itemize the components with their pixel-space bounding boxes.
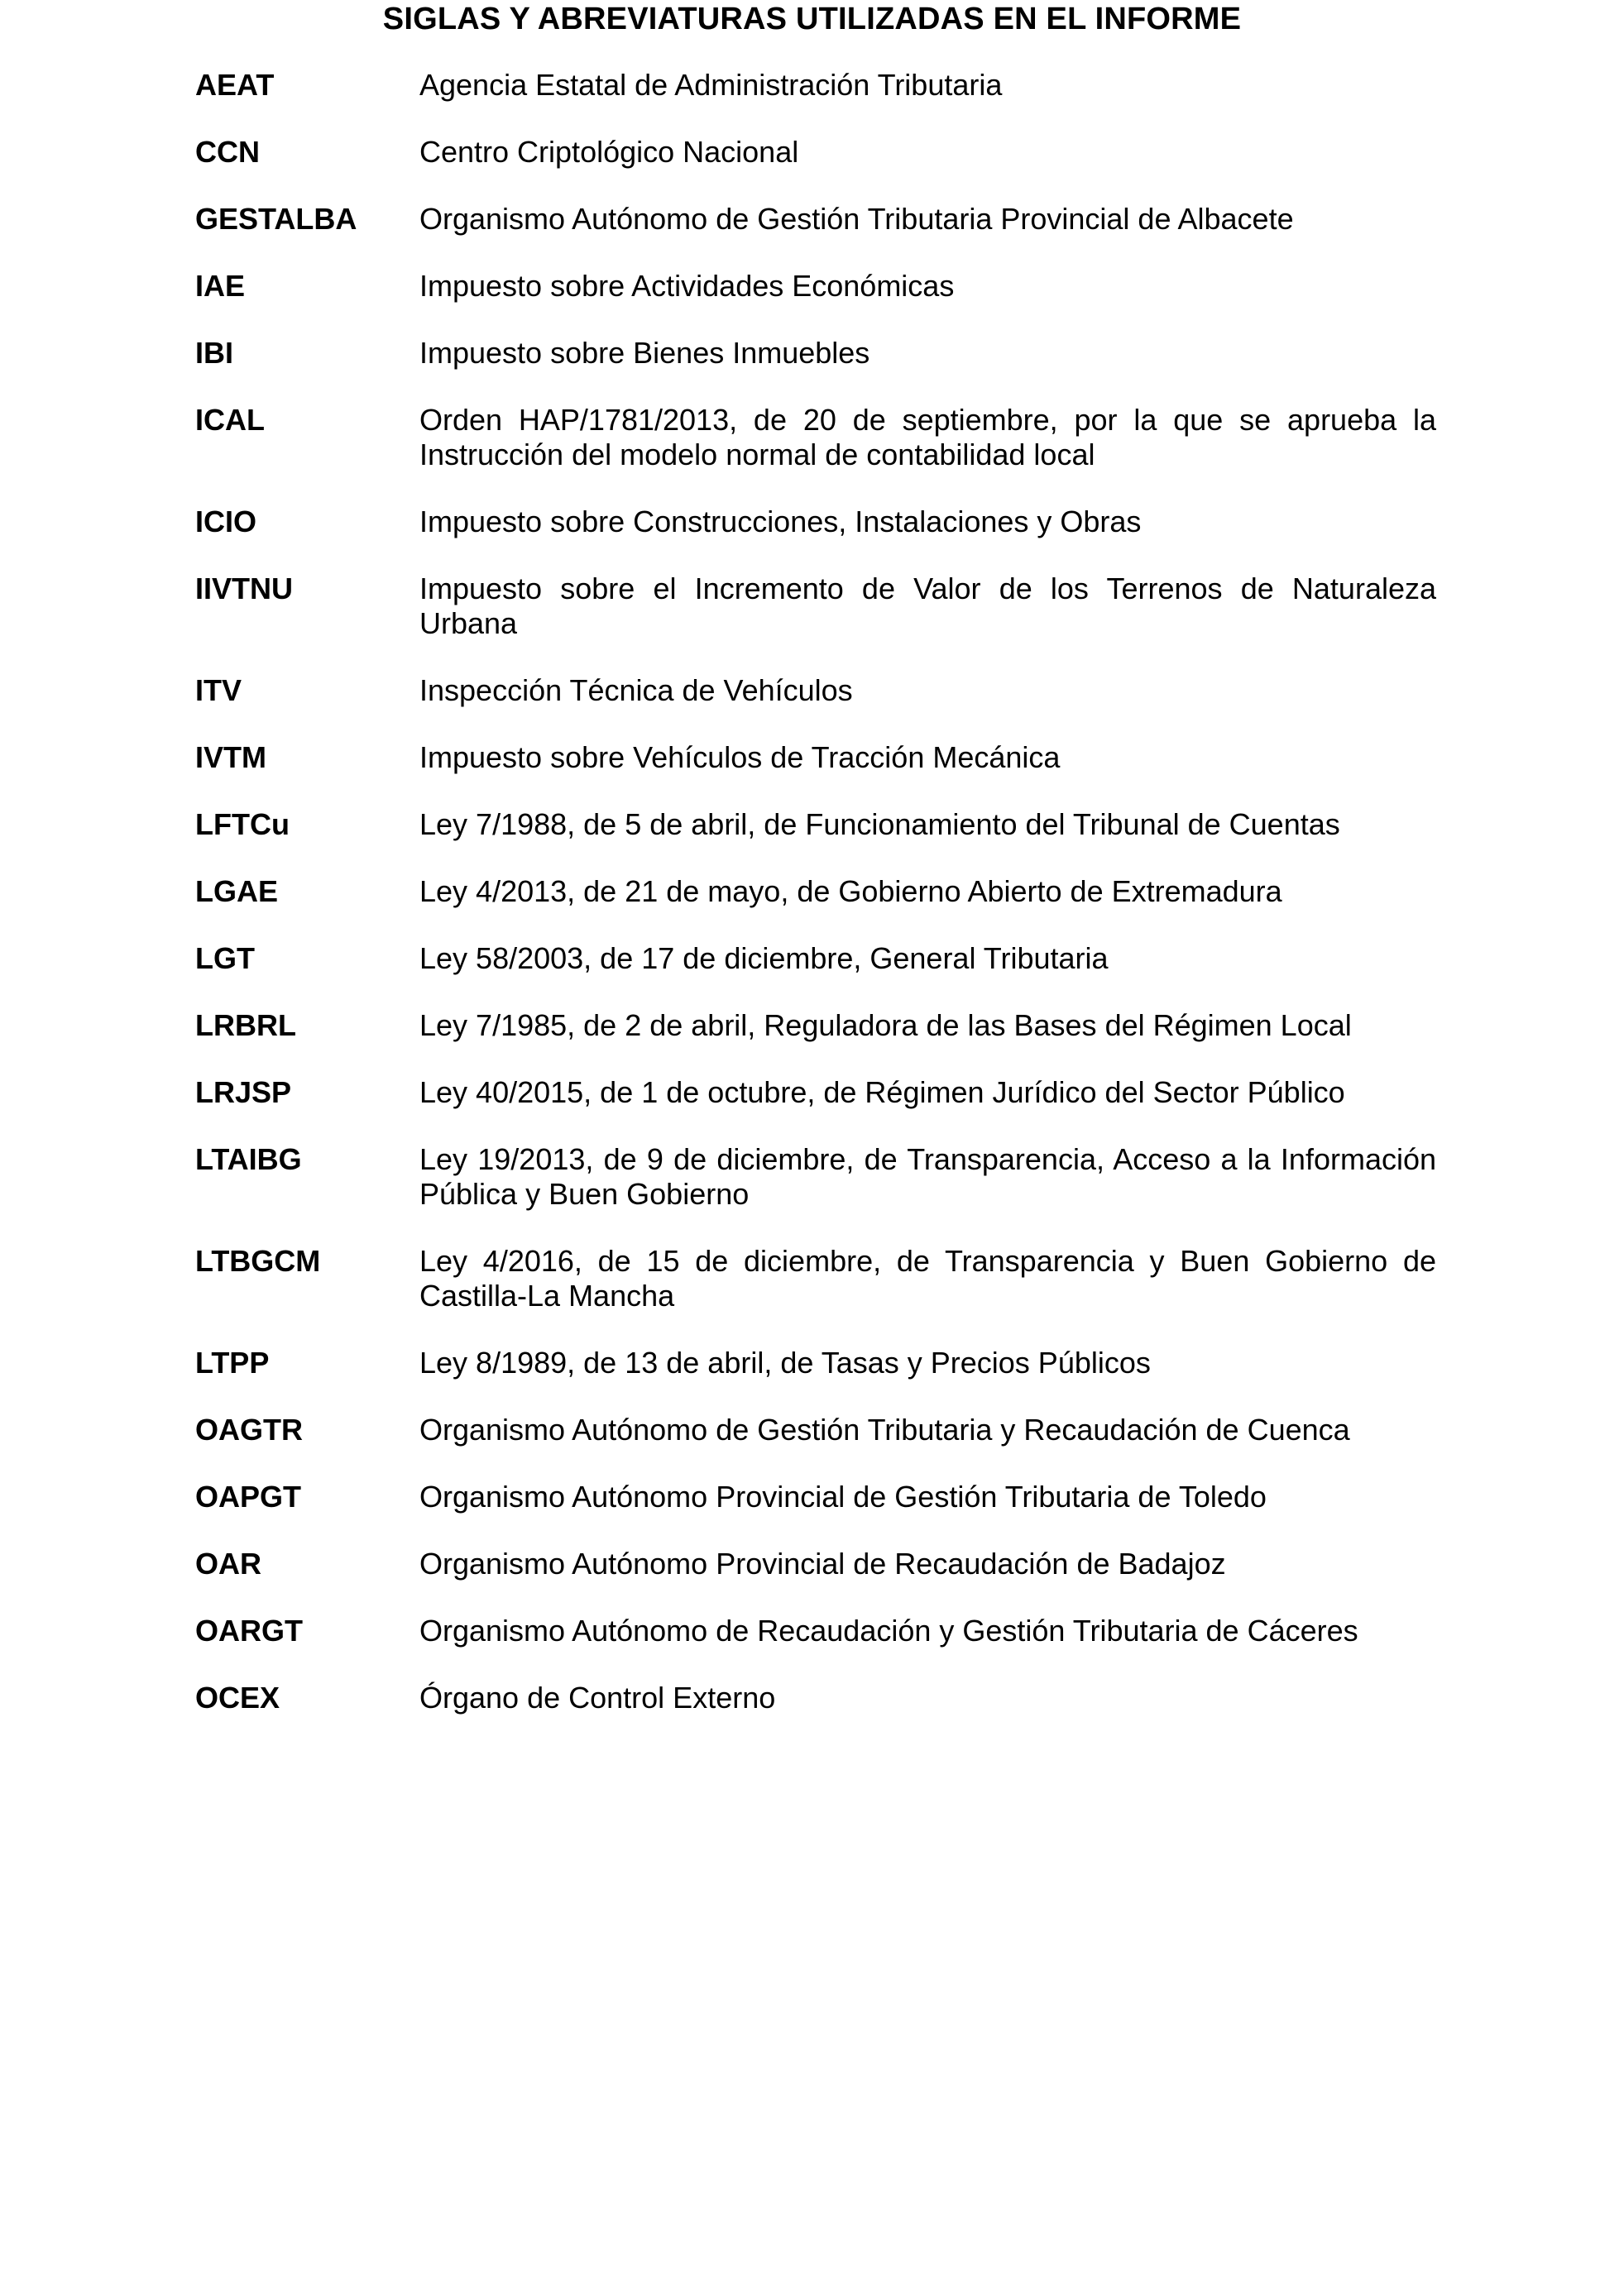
abbreviation: IIVTNU (195, 572, 294, 605)
list-item (195, 269, 1436, 304)
abbreviation-definition: Centro Criptológico Nacional (419, 135, 799, 169)
list-item (195, 1413, 1436, 1447)
abbreviation-definition: Inspección Técnica de Vehículos (419, 673, 853, 707)
abbreviation-definition: Agencia Estatal de Administración Tributaria (419, 68, 1003, 102)
abbreviation-list (195, 68, 1436, 1748)
abbreviation: IBI (195, 336, 234, 370)
abbreviation-definition: Ley 58/2003, de 17 de diciembre, General Tributaria (419, 941, 1109, 975)
abbreviation: GESTALBA (195, 202, 357, 236)
abbreviation-definition: Organismo Autónomo Provincial de Gestión Tributaria de Toledo (419, 1480, 1267, 1514)
abbreviation-definition: Organismo Autónomo de Recaudación y Gestión Tributaria de Cáceres (419, 1614, 1358, 1648)
abbreviation-definition: Órgano de Control Externo (419, 1681, 776, 1715)
abbreviation: OARGT (195, 1614, 303, 1648)
abbreviation: CCN (195, 135, 260, 169)
list-item (195, 1075, 1436, 1110)
abbreviation-definition: Organismo Autónomo de Gestión Tributaria y Recaudación de Cuenca (419, 1413, 1350, 1447)
abbreviation-definition: Impuesto sobre Vehículos de Tracción Mecánica (419, 740, 1061, 774)
list-item (195, 1547, 1436, 1581)
list-item (195, 1142, 1436, 1212)
list-item (195, 68, 1436, 103)
abbreviation: LRBRL (195, 1008, 296, 1042)
abbreviation: ICIO (195, 505, 257, 538)
abbreviation: LFTCu (195, 807, 290, 841)
page-title: SIGLAS Y ABREVIATURAS UTILIZADAS EN EL INFORME (382, 2, 1242, 36)
list-item (195, 1008, 1436, 1043)
abbreviation-definition: Impuesto sobre Bienes Inmuebles (419, 336, 870, 370)
list-item (195, 1614, 1436, 1648)
list-item (195, 740, 1436, 775)
abbreviation: OAPGT (195, 1480, 302, 1514)
abbreviation-definition: Ley 4/2016, de 15 de diciembre, de Transparencia y Buen Gobierno de Castilla-La Mancha (419, 1244, 1436, 1313)
abbreviation: LTBGCM (195, 1244, 321, 1278)
abbreviation-definition: Impuesto sobre el Incremento de Valor de los Terrenos de Naturaleza Urbana (419, 572, 1436, 640)
abbreviation: LTAIBG (195, 1142, 302, 1176)
list-item (195, 505, 1436, 539)
abbreviation-definition: Impuesto sobre Construcciones, Instalaciones y Obras (419, 505, 1142, 538)
abbreviation-definition: Organismo Autónomo Provincial de Recaudación de Badajoz (419, 1547, 1226, 1581)
list-item (195, 874, 1436, 909)
abbreviation-definition: Ley 8/1989, de 13 de abril, de Tasas y Precios Públicos (419, 1346, 1151, 1380)
list-item (195, 1346, 1436, 1380)
abbreviation: LTPP (195, 1346, 270, 1380)
abbreviation-definition: Ley 19/2013, de 9 de diciembre, de Transparencia, Acceso a la Información Pública y Buen Gobierno (419, 1142, 1436, 1211)
abbreviation-definition: Orden HAP/1781/2013, de 20 de septiembre, por la que se aprueba la Instrucción del modelo normal de contabilidad local (419, 403, 1436, 471)
abbreviation: OCEX (195, 1681, 280, 1715)
abbreviation: OAGTR (195, 1413, 303, 1447)
abbreviation-definition: Impuesto sobre Actividades Económicas (419, 269, 955, 303)
abbreviation: IAE (195, 269, 246, 303)
abbreviation-definition: Organismo Autónomo de Gestión Tributaria Provincial de Albacete (419, 202, 1294, 236)
list-item (195, 1480, 1436, 1514)
abbreviation: LGAE (195, 874, 279, 908)
list-item (195, 941, 1436, 976)
list-item (195, 403, 1436, 472)
list-item (195, 135, 1436, 170)
abbreviation-definition: Ley 4/2013, de 21 de mayo, de Gobierno Abierto de Extremadura (419, 874, 1282, 908)
abbreviation: AEAT (195, 68, 275, 102)
list-item (195, 202, 1436, 237)
list-item (195, 673, 1436, 708)
list-item (195, 807, 1436, 842)
list-item (195, 1244, 1436, 1313)
list-item (195, 572, 1436, 641)
abbreviation: ITV (195, 673, 242, 707)
list-item (195, 336, 1436, 371)
abbreviation: OAR (195, 1547, 261, 1581)
abbreviation: ICAL (195, 403, 265, 437)
abbreviation-definition: Ley 7/1985, de 2 de abril, Reguladora de las Bases del Régimen Local (419, 1008, 1352, 1042)
abbreviation-definition: Ley 7/1988, de 5 de abril, de Funcionamiento del Tribunal de Cuentas (419, 807, 1340, 841)
abbreviation: LGT (195, 941, 255, 975)
abbreviation: LRJSP (195, 1075, 292, 1109)
list-item (195, 1681, 1436, 1715)
abbreviation: IVTM (195, 740, 266, 774)
abbreviation-definition: Ley 40/2015, de 1 de octubre, de Régimen Jurídico del Sector Público (419, 1075, 1345, 1109)
